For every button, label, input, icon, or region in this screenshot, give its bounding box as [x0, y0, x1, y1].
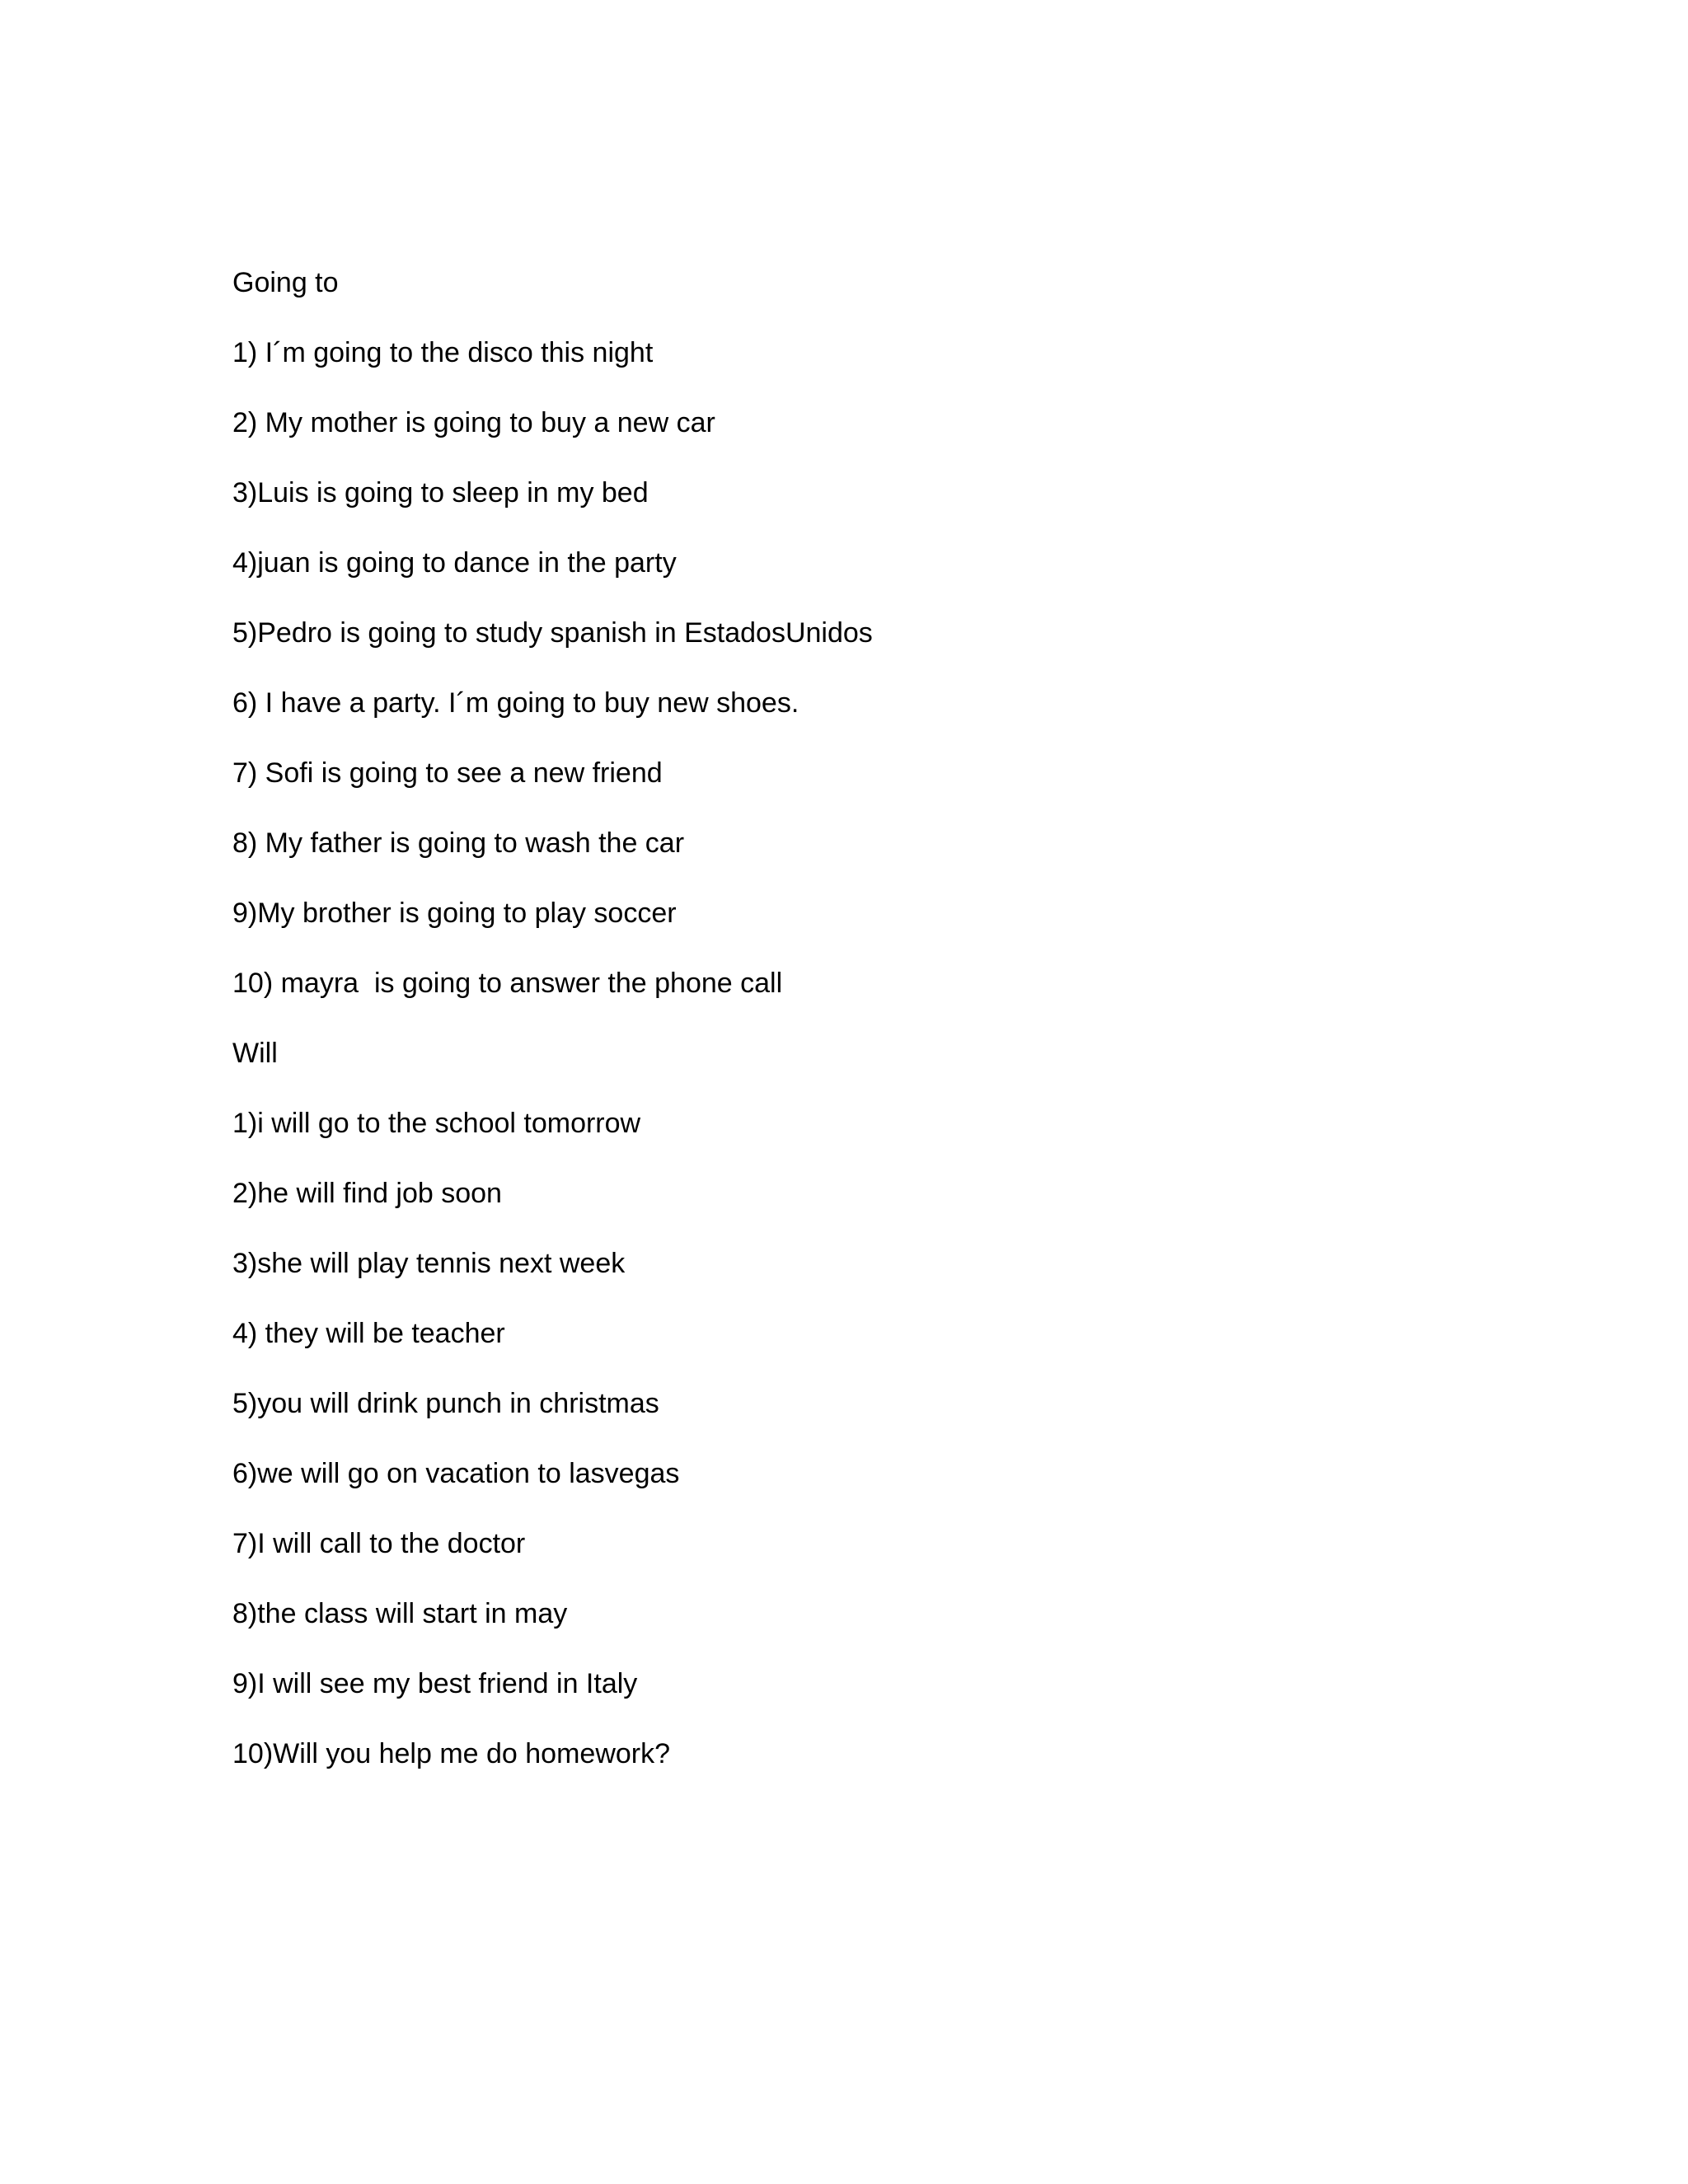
going-to-item-8: 8) My father is going to wash the car — [232, 827, 685, 859]
will-item-7: 7)I will call to the doctor — [232, 1528, 526, 1559]
will-item-9: 9)I will see my best friend in Italy — [232, 1668, 638, 1699]
going-to-item-2: 2) My mother is going to buy a new car — [232, 407, 715, 438]
will-item-3: 3)she will play tennis next week — [232, 1248, 626, 1279]
document-body — [232, 262, 1469, 1803]
will-item-1: 1)i will go to the school tomorrow — [232, 1108, 641, 1139]
will-item-10: 10)Will you help me do homework? — [232, 1738, 671, 1769]
going-to-item-1: 1) I´m going to the disco this night — [232, 337, 654, 368]
will-item-8: 8)the class will start in may — [232, 1598, 568, 1629]
going-to-item-4: 4)juan is going to dance in the party — [232, 547, 677, 579]
going-to-item-7: 7) Sofi is going to see a new friend — [232, 757, 663, 789]
will-item-5: 5)you will drink punch in christmas — [232, 1388, 659, 1419]
going-to-item-9: 9)My brother is going to play soccer — [232, 898, 677, 929]
going-to-item-3: 3)Luis is going to sleep in my bed — [232, 477, 649, 509]
will-item-2: 2)he will find job soon — [232, 1178, 502, 1209]
going-to-item-10: 10) mayra is going to answer the phone call — [232, 968, 783, 999]
will-item-6: 6)we will go on vacation to lasvegas — [232, 1458, 680, 1489]
section-heading-will: Will — [232, 1038, 278, 1069]
going-to-item-6: 6) I have a party. I´m going to buy new shoes. — [232, 687, 799, 719]
section-heading-going-to: Going to — [232, 267, 339, 298]
will-item-4: 4) they will be teacher — [232, 1318, 505, 1349]
going-to-item-5: 5)Pedro is going to study spanish in EstadosUnidos — [232, 617, 873, 649]
